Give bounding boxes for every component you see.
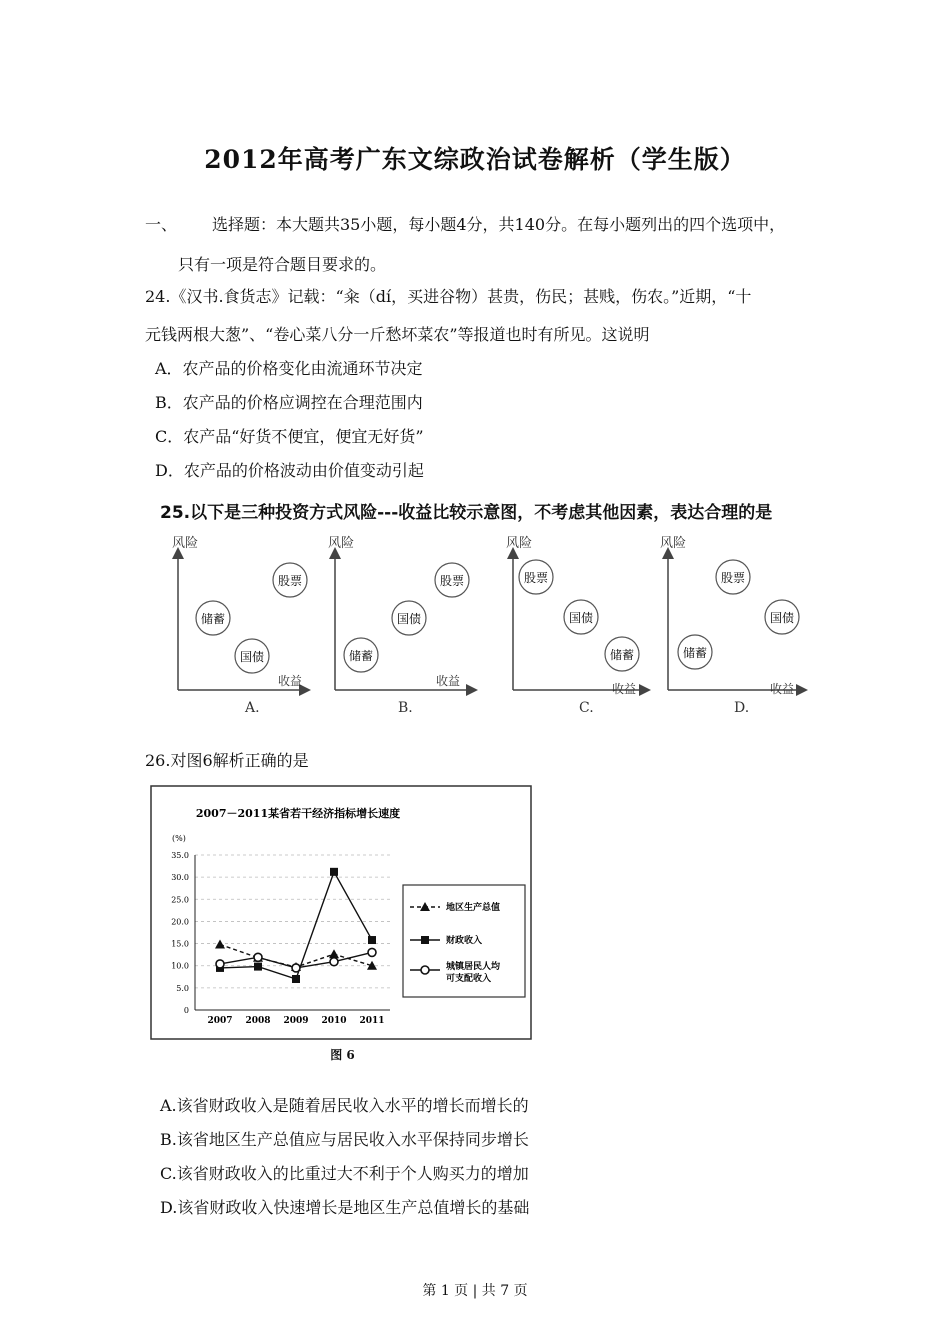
chart-title: 2007－2011某省若干经济指标增长速度 [195,807,401,820]
diagram-a [172,536,307,716]
x-tick-label: 2008 [245,1016,271,1026]
section-instructions-line1: 选择题：本大题共35小题，每小题4分，共140分。在每小题列出的四个选项中， [212,215,786,234]
item-bond: 国债 [769,611,795,625]
data-point-square [292,975,300,983]
y-tick-label: 30.0 [171,873,189,883]
legend-label: 财政收入 [446,936,483,946]
item-bond: 国债 [239,650,265,664]
diagram-label-d: D. [734,700,750,716]
data-point-square [330,868,338,876]
item-savings: 储蓄 [609,648,635,662]
item-stock: 股票 [523,571,549,585]
data-point-circle [421,966,429,974]
x-axis-label: 收益 [612,682,637,696]
item-savings: 储蓄 [682,646,708,660]
q26-option-a: A.该省财政收入是随着居民收入水平的增长而增长的 [160,1096,529,1115]
y-tick-label: 25.0 [171,895,189,905]
item-stock: 股票 [720,571,746,585]
item-savings: 储蓄 [348,649,374,663]
q25-diagrams [150,525,810,725]
item-stock: 股票 [439,574,465,588]
item-savings: 储蓄 [200,612,226,626]
y-tick-label: 0 [183,1006,189,1015]
diagram-d [660,536,802,716]
data-point-circle [292,964,300,972]
y-axis-label: 风险 [660,536,687,551]
y-tick-label: 5.0 [176,983,189,993]
x-tick-label: 2009 [283,1016,309,1026]
q26-stem: 26.对图6解析正确的是 [145,751,309,770]
figure-caption: 图 6 [330,1048,355,1062]
q24-stem-line1: 24.《汉书.食货志》记载：“籴（dí，买进谷物）甚贵，伤民；甚贱，伤农。”近期，“十 [145,287,752,306]
legend-label: 可支配收入 [446,974,492,984]
section-instructions-line2: 只有一项是符合题目要求的。 [178,255,387,274]
data-point-square [254,963,262,971]
figure-6-chart [150,785,532,1041]
q26-option-b: B.该省地区生产总值应与居民收入水平保持同步增长 [160,1130,529,1149]
y-axis-label: 风险 [506,536,533,551]
y-axis-label: 风险 [172,536,199,551]
y-axis-unit: (%) [172,834,186,843]
q24-stem-line2: 元钱两根大葱”、“卷心菜八分一斤愁坏菜农”等报道也时有所见。这说明 [145,325,650,344]
x-axis-label: 收益 [770,682,795,696]
q24-option-c: C．农产品“好货不便宜，便宜无好货” [155,427,424,446]
data-point-circle [216,960,224,968]
y-tick-label: 35.0 [171,851,189,860]
diagram-label-a: A. [245,700,260,716]
data-point-circle [254,953,262,961]
x-tick-label: 2010 [321,1016,347,1026]
x-tick-label: 2011 [359,1016,385,1026]
data-point-circle [330,958,338,966]
item-stock: 股票 [277,574,303,588]
q25-stem: 25.以下是三种投资方式风险---收益比较示意图，不考虑其他因素，表达合理的是 [160,503,773,523]
q24-option-a: A．农产品的价格变化由流通环节决定 [155,359,423,378]
legend-label: 城镇居民人均 [446,962,501,972]
page-footer: 第 1 页 | 共 7 页 [422,1283,528,1299]
x-tick-label: 2007 [207,1016,233,1026]
q24-option-d: D．农产品的价格波动由价值变动引起 [155,461,424,480]
q26-option-c: C.该省财政收入的比重过大不利于个人购买力的增加 [160,1164,529,1183]
y-tick-label: 20.0 [171,917,189,927]
diagram-c [506,536,645,716]
q26-option-d: D.该省财政收入快速增长是地区生产总值增长的基础 [160,1198,530,1217]
diagram-b [328,536,472,716]
data-point-square [421,936,429,944]
legend-label: 地区生产总值 [446,903,501,913]
item-bond: 国债 [396,612,422,626]
diagram-label-b: B. [398,700,413,716]
x-axis-label: 收益 [278,674,303,688]
y-tick-label: 15.0 [171,939,189,949]
data-point-square [368,936,376,944]
q24-option-b: B．农产品的价格应调控在合理范围内 [155,393,423,412]
diagram-label-c: C. [579,700,594,716]
y-tick-label: 10.0 [171,961,189,971]
x-axis-label: 收益 [436,674,461,688]
y-axis-label: 风险 [328,536,355,551]
data-point-circle [368,948,376,956]
item-bond: 国债 [568,611,594,625]
page-title: 2012年高考广东文综政治试卷解析（学生版） [204,145,746,174]
section-number: 一、 [145,215,178,234]
